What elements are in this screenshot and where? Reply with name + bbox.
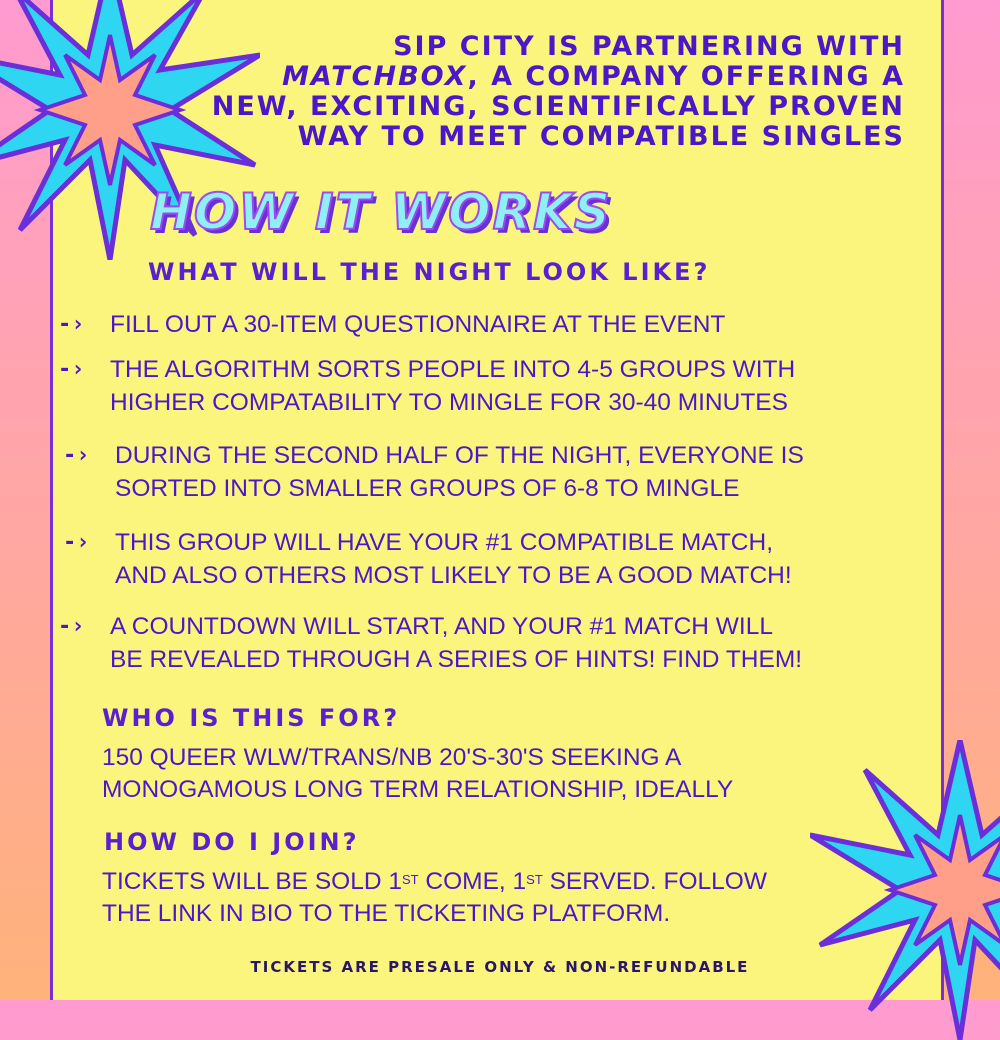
who-text <box>102 742 733 806</box>
step-2 <box>58 353 908 419</box>
brand-name: MATCHBOX <box>282 61 468 92</box>
join-heading: HOW DO I JOIN? <box>104 828 360 856</box>
arrow-icon: -› <box>58 614 85 639</box>
join-text <box>102 866 767 930</box>
step-4-line-1: THIS GROUP WILL HAVE YOUR #1 COMPATIBLE MATCH, <box>115 529 773 556</box>
join-line-1 <box>102 866 767 898</box>
join-part-2: COME, 1 <box>418 868 527 895</box>
step-2-line-1: THE ALGORITHM SORTS PEOPLE INTO 4-5 GROUPS WITH <box>110 356 796 383</box>
intro-line-1: SIP CITY IS PARTNERING WITH <box>393 31 905 62</box>
step-3-line-1: DURING THE SECOND HALF OF THE NIGHT, EVERYONE IS <box>115 442 804 469</box>
step-5-line-1: A COUNTDOWN WILL START, AND YOUR #1 MATCH WILL <box>110 613 773 640</box>
night-heading: WHAT WILL THE NIGHT LOOK LIKE? <box>148 258 711 286</box>
starburst-bottom-right <box>810 740 1000 1040</box>
intro-line-2 <box>185 62 905 92</box>
step-1-line-1: FILL OUT A 30-ITEM QUESTIONNAIRE AT THE EVENT <box>110 311 726 338</box>
who-line-2: MONOGAMOUS LONG TERM RELATIONSHIP, IDEALLY <box>102 776 734 803</box>
join-part-1: TICKETS WILL BE SOLD 1 <box>102 868 402 895</box>
footer-note: TICKETS ARE PRESALE ONLY & NON-REFUNDABLE <box>250 958 750 976</box>
arrow-icon: -› <box>58 357 85 382</box>
arrow-icon: -› <box>63 443 90 468</box>
join-part-3: SERVED. FOLLOW <box>542 868 767 895</box>
who-heading: WHO IS THIS FOR? <box>102 704 401 732</box>
intro-line-3: NEW, EXCITING, SCIENTIFICALLY PROVEN <box>211 91 905 122</box>
intro-line-2-rest: , A COMPANY OFFERING A <box>467 61 905 92</box>
step-3-line-2: SORTED INTO SMALLER GROUPS OF 6-8 TO MINGLE <box>115 475 740 502</box>
intro-text <box>185 32 905 152</box>
step-1 <box>58 308 908 341</box>
step-5 <box>58 610 908 676</box>
join-line-2: THE LINK IN BIO TO THE TICKETING PLATFORM. <box>102 900 671 927</box>
how-it-works-title: HOW IT WORKS <box>150 183 612 241</box>
join-sup-1: ST <box>401 872 419 887</box>
arrow-icon: -› <box>58 312 85 337</box>
intro-line-4: WAY TO MEET COMPATIBLE SINGLES <box>297 121 905 152</box>
step-5-line-2: BE REVEALED THROUGH A SERIES OF HINTS! FIND THEM! <box>110 646 803 673</box>
step-4 <box>63 526 913 592</box>
step-2-line-2: HIGHER COMPATABILITY TO MINGLE FOR 30-40 MINUTES <box>110 389 788 416</box>
step-4-line-2: AND ALSO OTHERS MOST LIKELY TO BE A GOOD MATCH! <box>115 562 792 589</box>
step-3 <box>63 439 913 505</box>
arrow-icon: -› <box>63 530 90 555</box>
who-line-1: 150 QUEER WLW/TRANS/NB 20'S-30'S SEEKING A <box>102 744 682 771</box>
join-sup-2: ST <box>526 872 543 887</box>
